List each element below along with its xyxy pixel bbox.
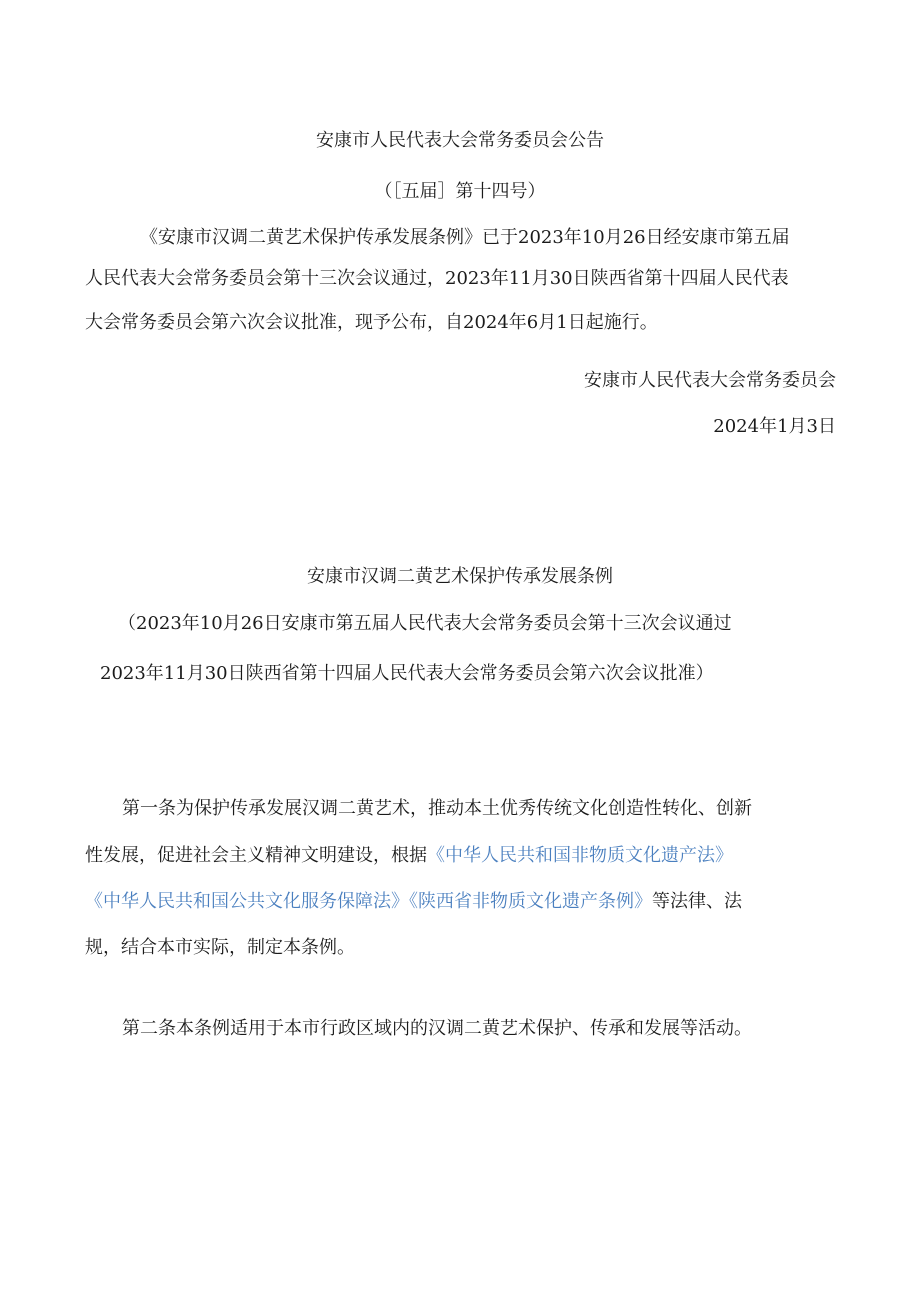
article-1-line-1: 第一条为保护传承发展汉调二黄艺术，推动本土优秀传统文化创造性转化、创新 xyxy=(122,798,752,819)
notice-date: 2024年1月3日 xyxy=(713,416,836,437)
article-1-line-2 xyxy=(85,844,733,868)
notice-body-line-1: 《安康市汉调二黄艺术保护传承发展条例》已于2023年10月26日经安康市第五届 xyxy=(140,227,790,248)
article-2-line-1: 第二条本条例适用于本市行政区域内的汉调二黄艺术保护、传承和发展等活动。 xyxy=(122,1018,752,1039)
notice-body-line-3: 大会常务委员会第六次会议批准，现予公布，自2024年6月1日起施行。 xyxy=(85,312,658,333)
article-1-line-3-text: 等法律、法 xyxy=(652,891,742,912)
regulation-title: 安康市汉调二黄艺术保护传承发展条例 xyxy=(307,566,613,587)
public-culture-service-law-link[interactable]: 《中华人民共和国公共文化服务保障法》 xyxy=(85,891,409,912)
notice-title: 安康市人民代表大会常务委员会公告 xyxy=(316,130,604,151)
notice-issuer: 安康市人民代表大会常务委员会 xyxy=(584,370,836,391)
article-1-line-4: 规，结合本市实际，制定本条例。 xyxy=(85,937,355,958)
article-1-line-3 xyxy=(85,890,742,914)
regulation-adoption-line-1: （2023年10月26日安康市第五届人民代表大会常务委员会第十三次会议通过 xyxy=(118,613,732,634)
article-1-line-2-text: 性发展，促进社会主义精神文明建设，根据 xyxy=(85,845,427,866)
notice-number: （［五届］第十四号） xyxy=(374,181,546,202)
regulation-adoption-line-2: 2023年11月30日陕西省第十四届人民代表大会常务委员会第六次会议批准） xyxy=(100,663,714,684)
shaanxi-heritage-regulation-link[interactable]: 《陕西省非物质文化遗产条例》 xyxy=(409,891,652,912)
intangible-heritage-law-link[interactable]: 《中华人民共和国非物质文化遗产法》 xyxy=(427,845,733,866)
notice-body-line-2: 人民代表大会常务委员会第十三次会议通过，2023年11月30日陕西省第十四届人民代表 xyxy=(85,268,789,289)
